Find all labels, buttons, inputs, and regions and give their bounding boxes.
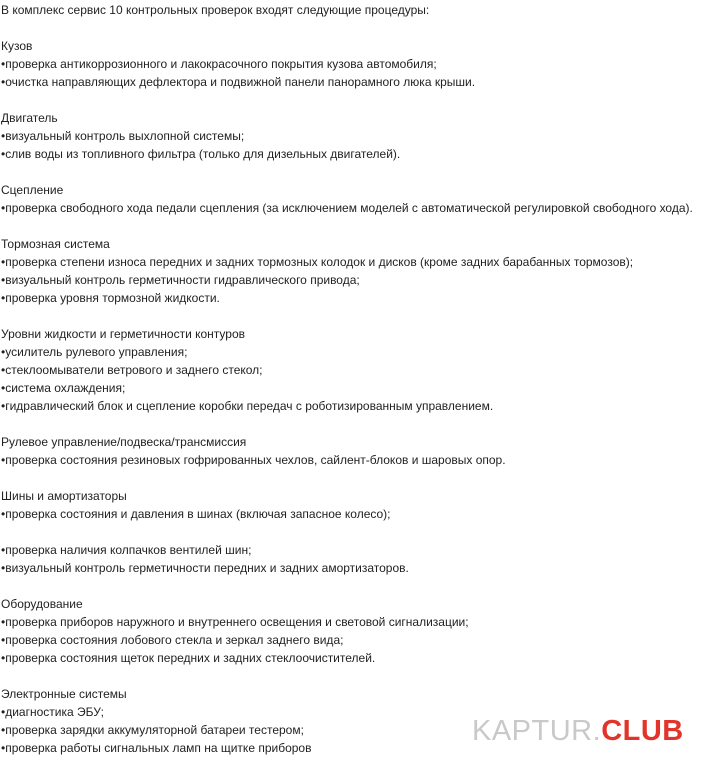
list-item: •проверка зарядки аккумуляторной батареи тестером;	[1, 723, 304, 737]
section-title-fluids: Уровни жидкости и герметичности контуров	[1, 327, 246, 341]
spacer	[1, 307, 701, 325]
list-item: •проверка наличия колпачков вентилей шин;	[1, 543, 252, 557]
watermark-logo	[472, 714, 684, 748]
section-title-brakes: Тормозная система	[1, 237, 110, 251]
spacer	[1, 577, 701, 595]
list-item: •проверка уровня тормозной жидкости.	[1, 291, 220, 305]
spacer	[1, 469, 701, 487]
list-item: •визуальный контроль выхлопной системы;	[1, 129, 245, 143]
list-item: •проверка антикоррозионного и лакокрасочного покрытия кузова автомобиля;	[1, 57, 437, 71]
list-item: •визуальный контроль герметичности гидравлического привода;	[1, 273, 360, 287]
section-title-equipment: Оборудование	[1, 597, 83, 611]
document-body	[1, 1, 701, 757]
spacer	[1, 523, 701, 541]
list-item: •проверка состояния лобового стекла и зеркал заднего вида;	[1, 633, 344, 647]
list-item: •стеклоомыватели ветрового и заднего стекол;	[1, 363, 263, 377]
list-item: •проверка состояния щеток передних и задних стеклоочистителей.	[1, 651, 376, 665]
list-item: •система охлаждения;	[1, 381, 126, 395]
list-item: •проверка свободного хода педали сцепления (за исключением моделей с автоматической регулировкой свободного хода).	[1, 201, 693, 215]
list-item: •усилитель рулевого управления;	[1, 345, 188, 359]
spacer	[1, 19, 701, 37]
spacer	[1, 91, 701, 109]
list-item: •очистка направляющих дефлектора и подвижной панели панорамного люка крыши.	[1, 75, 476, 89]
section-title-body: Кузов	[1, 39, 33, 53]
list-item: •слив воды из топливного фильтра (только для дизельных двигателей).	[1, 147, 401, 161]
section-title-tires: Шины и амортизаторы	[1, 489, 127, 503]
list-item: •проверка состояния резиновых гофрированных чехлов, сайлент-блоков и шаровых опор.	[1, 453, 506, 467]
section-title-engine: Двигатель	[1, 111, 58, 125]
list-item: •проверка работы сигнальных ламп на щитке приборов	[1, 741, 312, 755]
list-item: •диагностика ЭБУ;	[1, 705, 104, 719]
spacer	[1, 415, 701, 433]
section-title-steering: Рулевое управление/подвеска/трансмиссия	[1, 435, 247, 449]
spacer	[1, 217, 701, 235]
list-item: •проверка состояния и давления в шинах (включая запасное колесо);	[1, 507, 391, 521]
watermark-part2: CLUB	[601, 715, 684, 747]
list-item: •проверка приборов наружного и внутреннего освещения и световой сигнализации;	[1, 615, 469, 629]
spacer	[1, 667, 701, 685]
intro-text: В комплекс сервис 10 контрольных проверок входят следующие процедуры:	[1, 3, 430, 17]
list-item: •проверка степени износа передних и задних тормозных колодок и дисков (кроме задних барабанных тормозов);	[1, 255, 634, 269]
list-item: •визуальный контроль герметичности передних и задних амортизаторов.	[1, 561, 409, 575]
spacer	[1, 163, 701, 181]
watermark-part1: KAPTUR.	[472, 715, 602, 747]
section-title-clutch: Сцепление	[1, 183, 64, 197]
section-title-electronics: Электронные системы	[1, 687, 127, 701]
list-item: •гидравлический блок и сцепление коробки передач с роботизированным управлением.	[1, 399, 494, 413]
